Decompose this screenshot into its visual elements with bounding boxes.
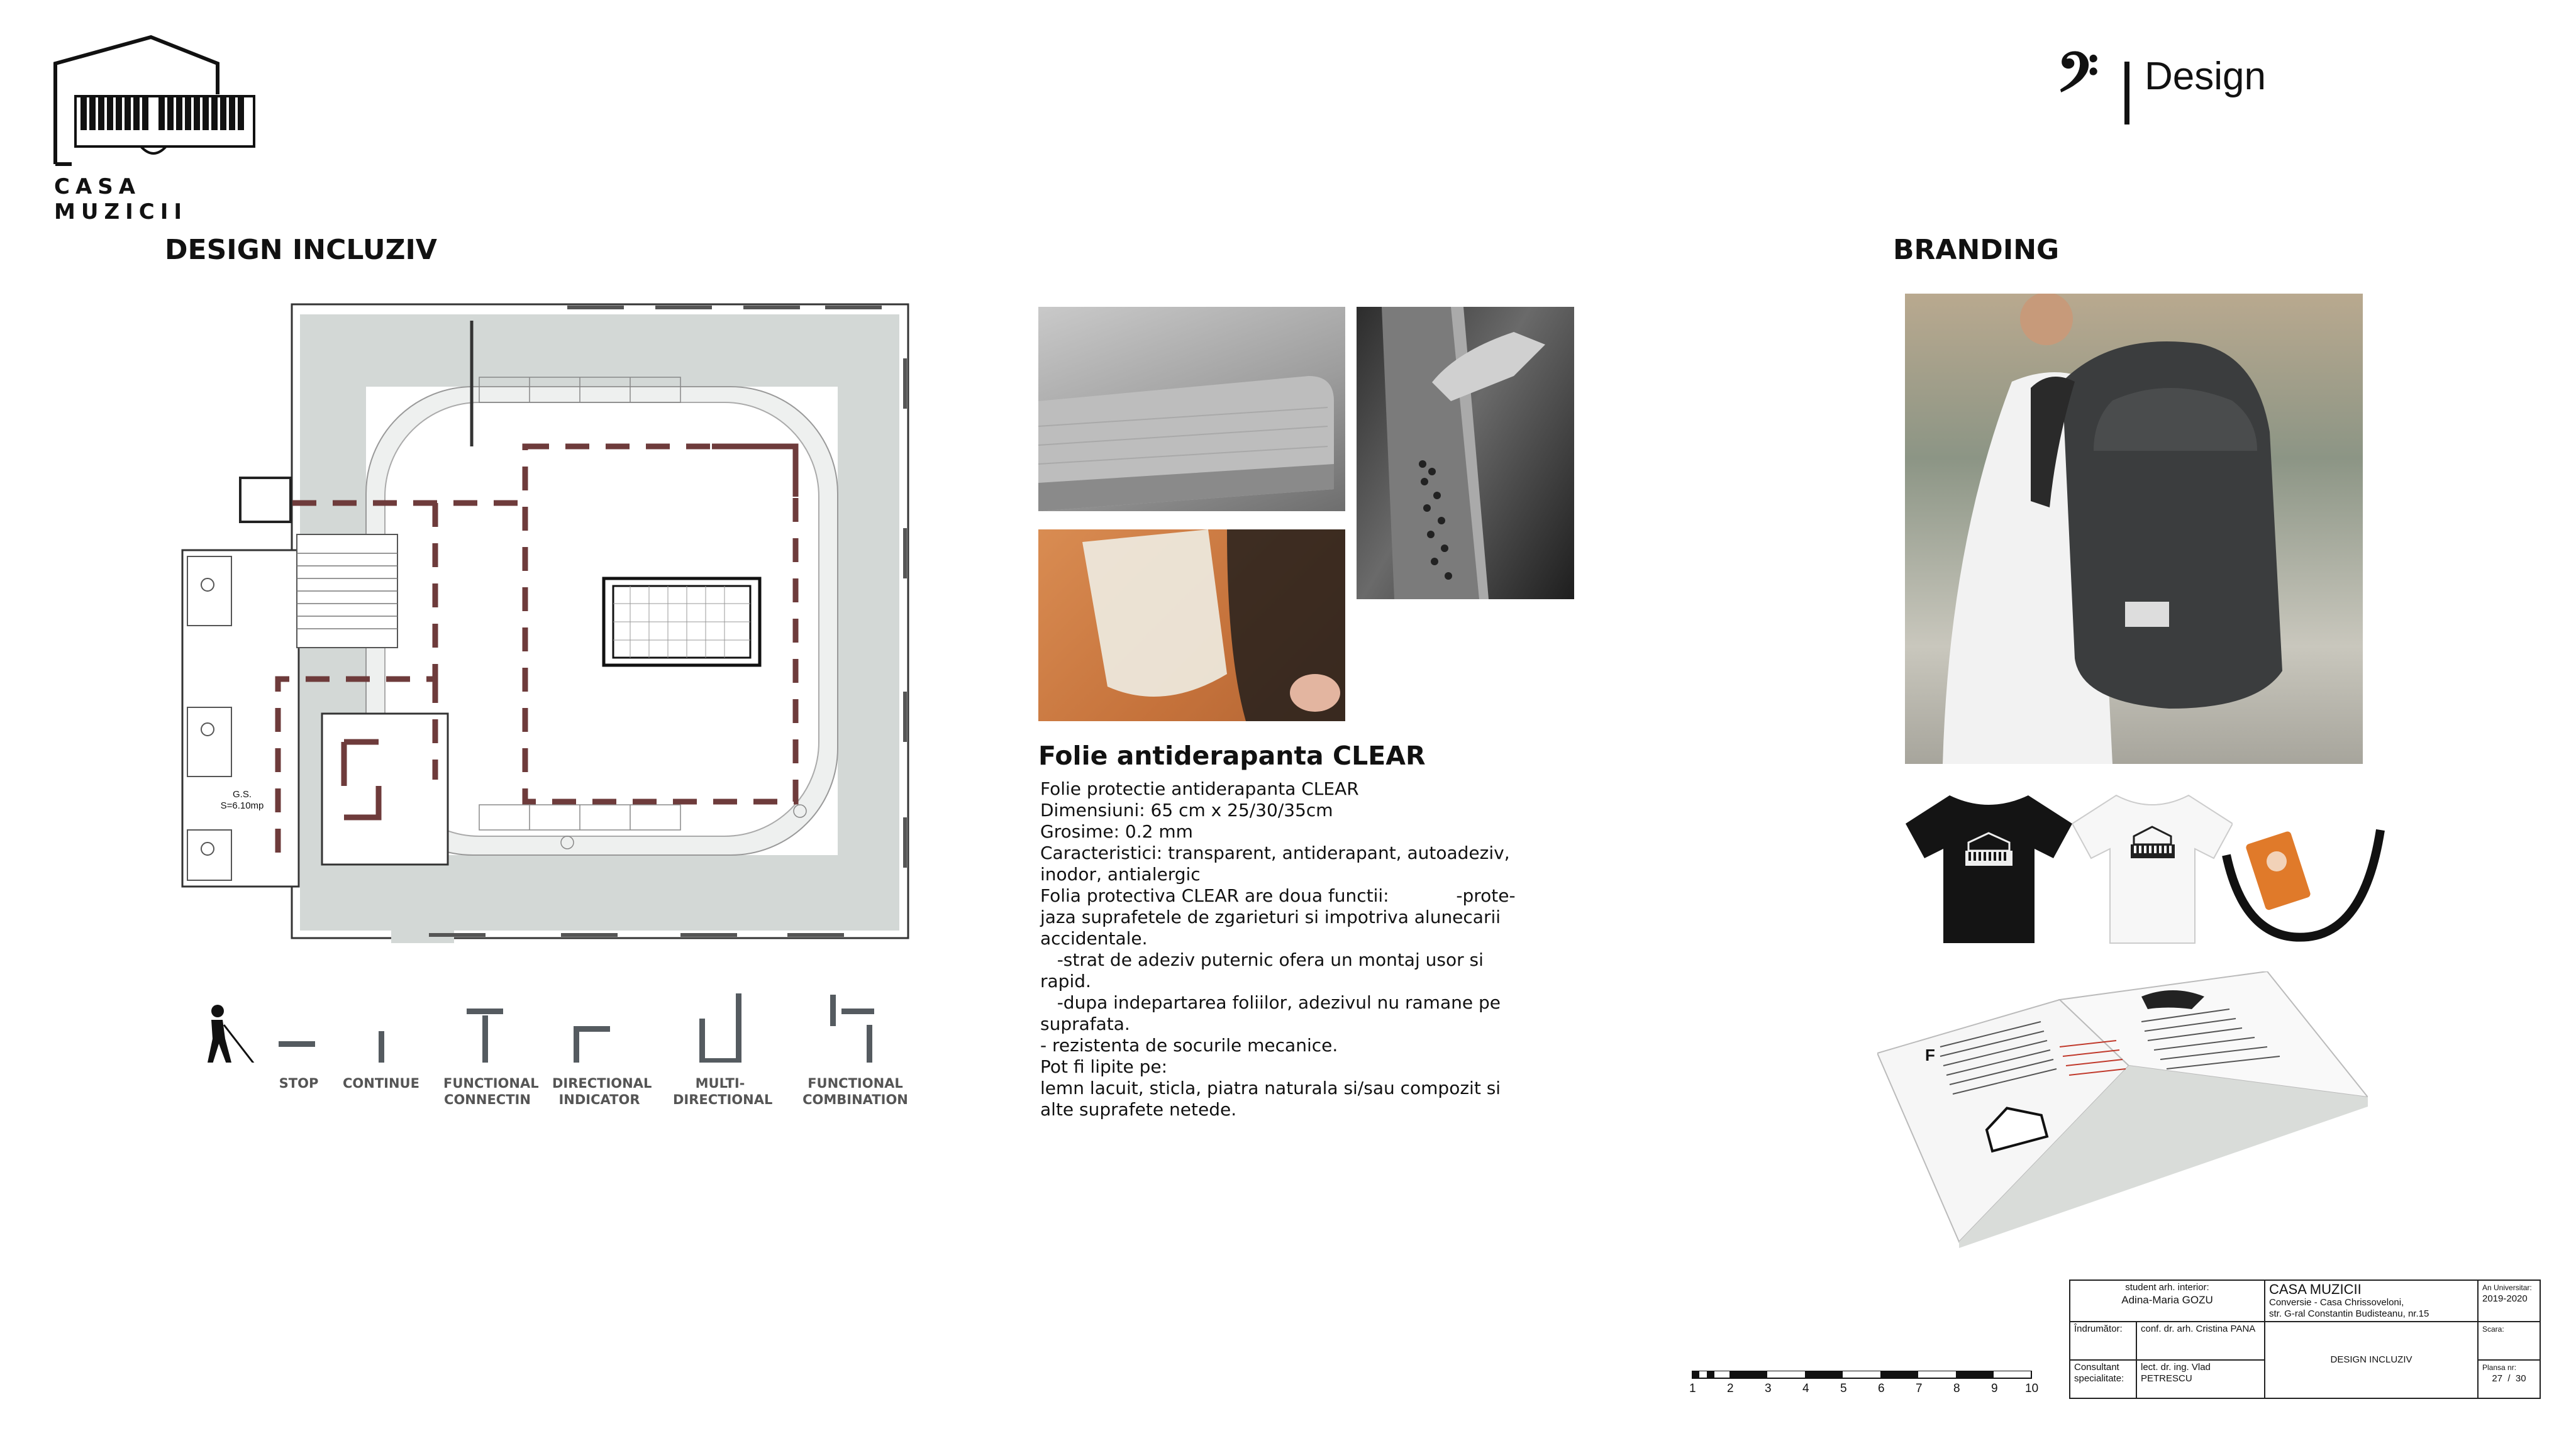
lanyard-badge-mockup [2220, 824, 2390, 949]
scale-label-6: 6 [1878, 1382, 1885, 1395]
photo-clear-foil [1038, 529, 1345, 721]
consultant-label-1: Consultant [2074, 1362, 2119, 1373]
project-desc-2: str. G-ral Constantin Budisteanu, nr.15 [2269, 1308, 2429, 1319]
year-label: An Universitar: [2482, 1283, 2532, 1292]
scale-label-2: 2 [1727, 1382, 1734, 1395]
logo-text: CASA MUZICII [54, 174, 187, 224]
scale-label-8: 8 [1953, 1382, 1960, 1395]
sheet-label: Plansa nr: [2482, 1363, 2517, 1372]
legend-symbols [189, 981, 931, 1063]
student-label: student arh. interior: [2125, 1282, 2209, 1293]
tshirt-black-mockup [1906, 789, 2072, 946]
brand-name: Design [2145, 55, 2266, 98]
year-value: 2019-2020 [2482, 1293, 2528, 1304]
scale-label-10: 10 [2025, 1382, 2039, 1395]
consultant-label-2: specialitate: [2074, 1373, 2124, 1384]
blind-person-icon [208, 1005, 254, 1063]
consultant-name: lect. dr. ing. Vlad PETRESCU [2141, 1362, 2211, 1384]
legend-stop: STOP [279, 1076, 319, 1091]
sheet-number: 27 / 30 [2492, 1373, 2526, 1384]
room-label: G.S. S=6.10mp [220, 789, 264, 811]
scale-label-5: 5 [1840, 1382, 1847, 1395]
product-description: Folie protectie antiderapanta CLEAR Dimensiuni: 65 cm x 25/30/35cm Grosime: 0.2 mm Caracteristici: transparent, antiderapant, autoadeziv, inodor, antialergic Folia protectiva CLEAR are doua functii: -prote- jaza suprafetele de zgarieturi si impotriva alunecarii accidentale. -strat de adeziv puternic ofera un montaj usor si rapid. -dupa indepartarea foliilor, adezivul nu ramane pe suprafata. - rezistenta de socurile mecanice. Pot fi lipite pe: lemn lacuit, sticla, piatra naturala si/sau compozit si alte suprafete netede. [1040, 778, 1516, 1120]
project-name: CASA MUZICII [2269, 1281, 2362, 1297]
coordinator-label: Îndrumător: [2074, 1324, 2123, 1334]
magazine-initial: F [1925, 1046, 1935, 1064]
floor-plan [177, 302, 913, 943]
legend-directional-indicator: DIRECTIONAL INDICATOR [552, 1076, 652, 1107]
legend-functional-combination: FUNCTIONAL COMBINATION [802, 1076, 908, 1107]
photo-backpack [1905, 294, 2363, 764]
brand-divider [2124, 62, 2129, 124]
scale-label: Scara: [2482, 1325, 2504, 1334]
legend-continue: CONTINUE [343, 1076, 419, 1091]
magazine-mockup [1877, 971, 2368, 1248]
tshirt-white-mockup [2072, 789, 2233, 946]
left-section-title: DESIGN INCLUZIV [165, 234, 437, 266]
student-name: Adina-Maria GOZU [2121, 1294, 2213, 1306]
scale-bar [1692, 1371, 2044, 1379]
legend-functional-connection: FUNCTIONAL CONNECTIN [443, 1076, 539, 1107]
scale-label-4: 4 [1802, 1382, 1809, 1395]
scale-label-7: 7 [1916, 1382, 1923, 1395]
title-block [2069, 1279, 2541, 1399]
project-desc-1: Conversie - Casa Chrissoveloni, [2269, 1297, 2404, 1308]
legend-multi-directional: MULTI- DIRECTIONAL [673, 1076, 773, 1107]
photo-anti-slip-stair [1038, 307, 1345, 511]
house-piano-icon [53, 35, 267, 167]
product-title: Folie antiderapanta CLEAR [1038, 741, 1426, 771]
tactile-legend [189, 981, 931, 1119]
right-section-title: BRANDING [1893, 234, 2060, 266]
scale-label-1: 1 [1689, 1382, 1696, 1395]
photo-braille-handrail [1357, 307, 1574, 599]
sheet-title: DESIGN INCLUZIV [2330, 1354, 2412, 1365]
scale-label-9: 9 [1991, 1382, 1998, 1395]
scale-label-3: 3 [1765, 1382, 1772, 1395]
coordinator-name: conf. dr. arh. Cristina PANA [2141, 1324, 2256, 1334]
brand-mark [2057, 40, 2321, 126]
bass-clef-icon: 𝄢 [2057, 40, 2099, 118]
casa-muzicii-logo [53, 35, 267, 224]
